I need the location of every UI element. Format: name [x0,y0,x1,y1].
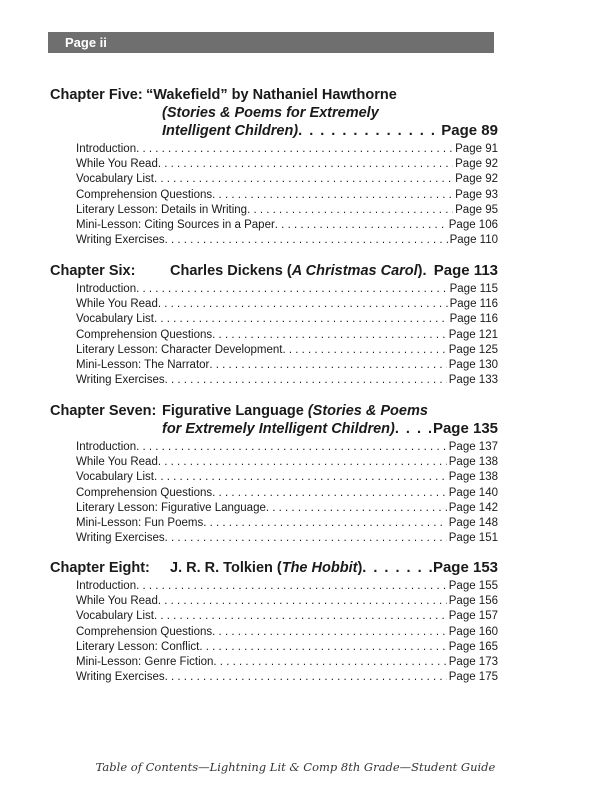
toc-entry [76,188,498,203]
chapter-title-line2 [50,420,498,438]
entry-page: Page 160 [448,625,498,638]
chapter-five [50,86,498,248]
page-footer: Table of Contents—Lightning Lit & Comp 8th Grade—Student Guide [95,760,496,774]
toc-entry [76,609,498,624]
chapter-title [170,559,362,577]
chapter-title-italic: The Hobbit [281,560,358,576]
dot-leader [213,655,446,670]
chapter-title [170,262,423,280]
entry-page: Page 116 [449,313,498,326]
dot-leader [395,420,433,438]
entry-title: While You Read [76,595,158,608]
dot-leader [165,531,447,546]
toc-entry [76,455,498,470]
entry-page: Page 91 [455,143,498,155]
entry-page: Page 165 [448,640,498,653]
dot-leader [158,297,448,312]
chapter-heading [50,402,498,420]
dot-leader [266,501,447,516]
entry-title: Writing Exercises [76,532,165,545]
page-label: Page ii [65,35,107,50]
chapter-heading [50,262,498,280]
entry-title: Comprehension Questions [76,625,213,638]
dot-leader [158,157,453,172]
toc-entry [76,343,498,358]
entry-page: Page 175 [448,671,498,684]
toc-entry [76,373,498,388]
entry-page: Page 138 [448,471,498,484]
page-number-bar [48,32,494,53]
toc-entry [76,670,498,685]
toc-entry [76,531,498,546]
entry-title: Literary Lesson: Conflict [76,640,200,653]
toc-entry [76,142,498,157]
toc-entry [76,516,498,531]
dot-leader [275,218,447,233]
entry-title: Introduction [76,441,137,453]
dot-leader [136,440,447,455]
toc-entry [76,358,498,373]
entry-page: Page 106 [448,219,498,232]
chapter-title-italic: (Stories & Poems for Extremely [162,105,379,121]
entry-page: Page 92 [455,158,498,171]
chapter-page-row [162,122,498,140]
entry-title: While You Read [76,456,158,469]
chapter-number: Chapter Five: [50,87,143,103]
toc-entry [76,486,498,501]
entry-title: While You Read [76,158,158,171]
entry-list [76,579,498,685]
entry-title: Comprehension Questions [76,328,213,341]
entry-page: Page 151 [448,532,498,545]
entry-title: Vocabulary List [76,313,154,326]
chapter-page: Page 135 [432,420,498,437]
chapter-number: Chapter Eight: [50,560,150,576]
dot-leader [158,455,447,470]
entry-list [76,282,498,388]
dot-leader [158,594,447,609]
toc-entry [76,297,498,312]
toc-entry [76,328,498,343]
toc-entry [76,594,498,609]
toc-entry [76,233,498,248]
dot-leader [154,470,447,485]
entry-title: Vocabulary List [76,610,154,623]
entry-page: Page 125 [448,343,498,356]
dot-leader [154,312,448,327]
entry-title: Introduction [76,283,137,295]
dot-leader [212,486,447,501]
chapter-title-line3 [50,122,498,140]
dot-leader [165,670,447,685]
toc-entry [76,172,498,187]
toc-entry [76,440,498,455]
toc-entry [76,282,498,297]
dot-leader [136,142,453,157]
chapter-title-italic-end: for Extremely Intelligent Children) [162,421,395,437]
entry-page: Page 130 [448,359,498,372]
entry-list [76,142,498,248]
entry-page: Page 155 [448,580,498,592]
entry-title: While You Read [76,298,158,311]
entry-list [76,440,498,546]
entry-title: Introduction [76,143,137,155]
entry-title: Mini-Lesson: The Narrator [76,359,210,372]
entry-title: Literary Lesson: Character Development [76,343,283,356]
chapter-seven [50,402,498,546]
dot-leader [298,122,441,140]
entry-page: Page 95 [455,203,498,216]
entry-title: Writing Exercises [76,671,165,684]
chapter-page-row [50,559,498,577]
entry-page: Page 140 [448,486,498,499]
dot-leader [212,188,453,203]
chapter-number: Chapter Six: [50,263,136,279]
entry-title: Writing Exercises [76,374,165,387]
entry-title: Comprehension Questions [76,486,213,499]
chapter-heading [50,86,498,104]
chapter-page-row [162,420,498,438]
dot-leader [209,358,446,373]
chapter-number: Chapter Seven: [50,403,157,419]
entry-page: Page 138 [448,456,498,469]
dot-leader [136,579,447,594]
chapter-title-italic-end: Intelligent Children) [162,123,299,139]
entry-title: Writing Exercises [76,234,165,247]
entry-title: Mini-Lesson: Genre Fiction [76,656,214,669]
entry-page: Page 157 [448,610,498,623]
toc-entry [76,579,498,594]
chapter-title: “Wakefield” by Nathaniel Hawthorne [146,87,397,103]
entry-page: Page 173 [448,656,498,669]
chapter-title-main: J. R. R. Tolkien ( [170,560,282,576]
chapter-title-main: Figurative Language [162,403,308,419]
entry-title: Introduction [76,580,137,592]
entry-page: Page 133 [448,374,498,387]
entry-page: Page 156 [448,595,498,608]
entry-page: Page 92 [455,173,498,186]
dot-leader [203,516,447,531]
chapter-six [50,262,498,388]
toc-entry [76,470,498,485]
toc-entry [76,312,498,327]
dot-leader [199,640,446,655]
dot-leader [165,373,447,388]
dot-leader [362,559,433,577]
toc-entry [76,625,498,640]
entry-title: Vocabulary List [76,471,154,484]
chapter-page: Page 89 [441,122,498,139]
entry-page: Page 93 [455,188,498,201]
entry-page: Page 110 [449,234,498,247]
chapter-eight [50,559,498,685]
entry-page: Page 116 [449,298,498,311]
chapter-page: Page 153 [432,559,498,576]
dot-leader [212,328,447,343]
toc-entry [76,203,498,218]
toc-entry [76,501,498,516]
dot-leader [247,203,453,218]
chapter-title-main: Charles Dickens ( [170,263,292,279]
dot-leader [282,343,446,358]
entry-title: Mini-Lesson: Fun Poems [76,517,204,530]
entry-title: Literary Lesson: Figurative Language [76,501,266,514]
chapter-title-end: ) [357,560,363,576]
toc-entry [76,157,498,172]
entry-page: Page 115 [449,283,498,295]
chapter-title-end: ) [417,263,423,279]
chapter-page-row [50,262,498,280]
dot-leader [423,262,434,280]
entry-title: Literary Lesson: Details in Writing [76,203,248,216]
toc-entry [76,218,498,233]
entry-title: Comprehension Questions [76,188,213,201]
dot-leader [136,282,448,297]
entry-title: Vocabulary List [76,173,154,186]
toc-entry [76,655,498,670]
dot-leader [212,625,447,640]
entry-page: Page 137 [448,441,498,453]
entry-page: Page 121 [448,328,498,341]
chapter-page: Page 113 [433,262,498,279]
toc-entry [76,640,498,655]
chapter-heading [50,559,498,577]
dot-leader [154,609,447,624]
chapter-title-italic: (Stories & Poems [307,403,428,419]
chapter-title-line2 [50,104,498,122]
entry-title: Mini-Lesson: Citing Sources in a Paper [76,219,275,232]
dot-leader [165,233,448,248]
entry-page: Page 142 [448,501,498,514]
dot-leader [154,172,453,187]
chapter-title-italic: A Christmas Carol [291,263,418,279]
entry-page: Page 148 [448,517,498,530]
